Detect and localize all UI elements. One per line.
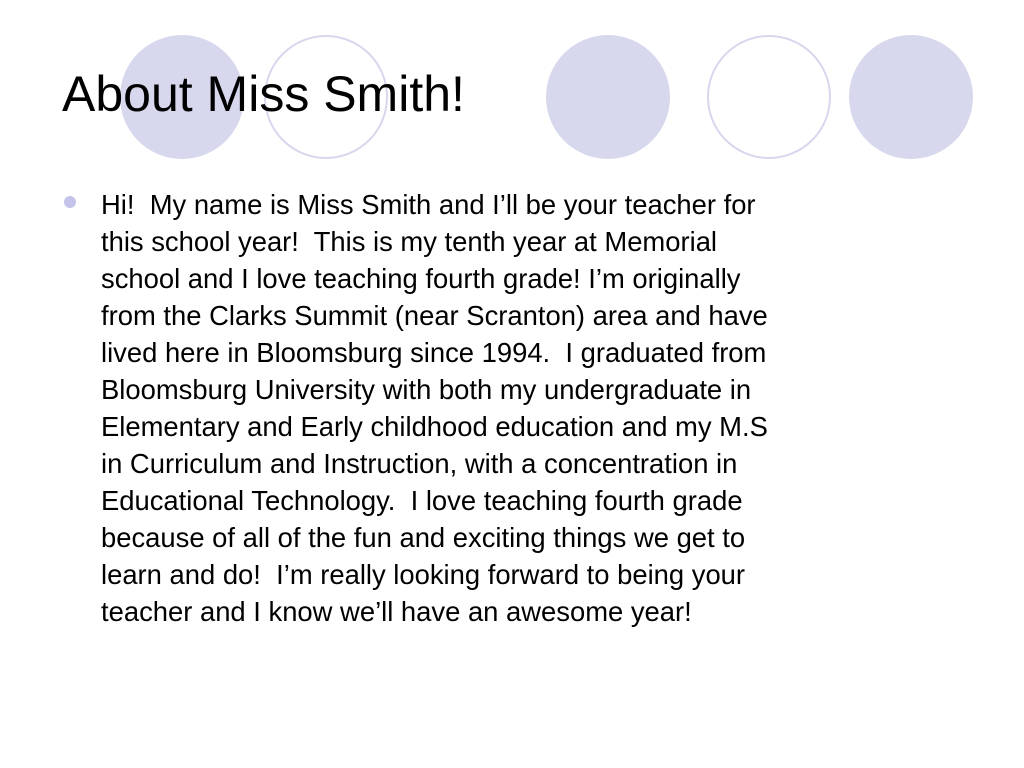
bullet-dot-icon <box>64 196 76 208</box>
bullet-line: Hi! My name is Miss Smith and I’ll be your teacher for <box>101 189 756 220</box>
bullet-line: this school year! This is my tenth year at Memorial <box>101 226 718 257</box>
bullet-line: learn and do! I’m really looking forward to being your <box>101 559 746 590</box>
decorative-circle-outline <box>707 35 831 159</box>
bullet-line: Educational Technology. I love teaching fourth grade <box>101 485 743 516</box>
bullet-line: because of all of the fun and exciting things we get to <box>101 522 746 553</box>
bullet-line: Elementary and Early childhood education and my M.S <box>101 411 768 442</box>
bullet-line: in Curriculum and Instruction, with a concentration in <box>101 448 738 479</box>
bullet-line: teacher and I know we’ll have an awesome year! <box>101 596 692 627</box>
bullet-line: from the Clarks Summit (near Scranton) area and have <box>101 300 768 331</box>
bullet-line: Bloomsburg University with both my undergraduate in <box>101 374 752 405</box>
bullet-text <box>101 186 944 630</box>
bullet-line: school and I love teaching fourth grade! I’m originally <box>101 263 741 294</box>
bullet-line: lived here in Bloomsburg since 1994. I graduated from <box>101 337 767 368</box>
decorative-circle-filled <box>849 35 973 159</box>
slide-body <box>64 186 944 630</box>
slide-title: About Miss Smith! <box>62 66 465 122</box>
decorative-circle-filled <box>546 35 670 159</box>
bullet-item <box>64 186 944 630</box>
